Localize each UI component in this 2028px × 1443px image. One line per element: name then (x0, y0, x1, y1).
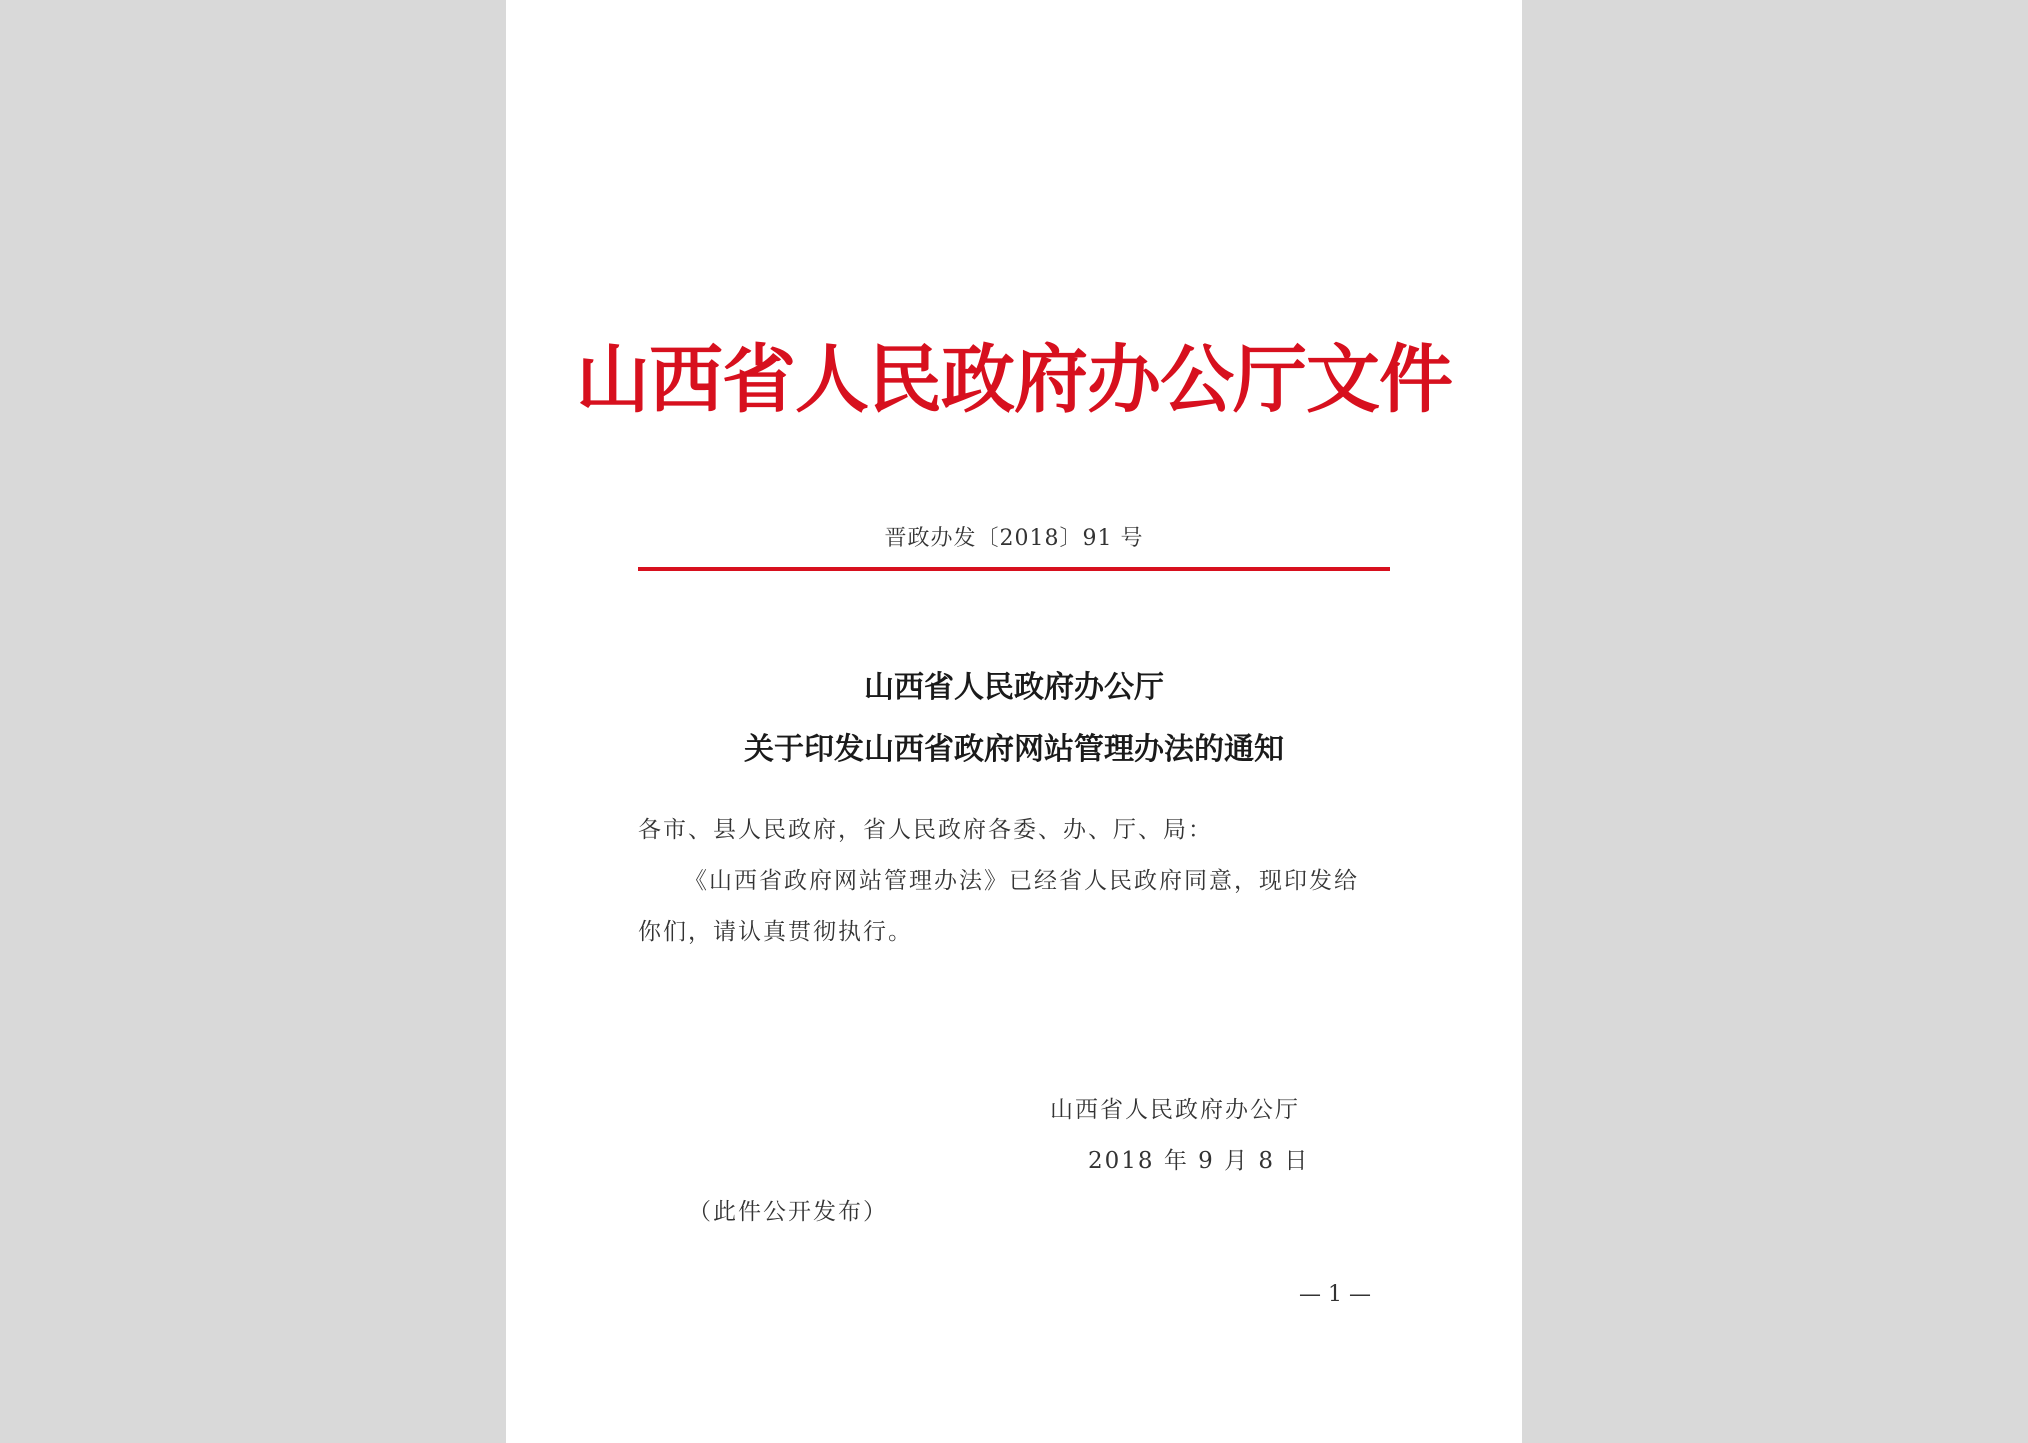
page-number: — 1 — (1299, 1282, 1371, 1307)
issue-date: 2018 年 9 月 8 日 (1088, 1148, 1310, 1174)
letterhead-title: 山西省人民政府办公厅文件 (576, 337, 1452, 423)
public-release-note: （此件公开发布） (688, 1199, 888, 1225)
document-page (506, 0, 1522, 1443)
notice-title-line-1: 山西省人民政府办公厅 (864, 670, 1164, 705)
body-paragraph-line-2: 你们，请认真贯彻执行。 (638, 919, 913, 945)
body-paragraph-line-1: 《山西省政府网站管理办法》已经省人民政府同意，现印发给 (684, 868, 1359, 894)
issuing-office: 山西省人民政府办公厅 (1050, 1097, 1300, 1123)
red-separator-line (638, 567, 1390, 571)
document-number: 晋政办发〔2018〕91 号 (884, 526, 1144, 551)
notice-title-line-2: 关于印发山西省政府网站管理办法的通知 (744, 732, 1284, 767)
salutation: 各市、县人民政府，省人民政府各委、办、厅、局： (638, 817, 1213, 843)
